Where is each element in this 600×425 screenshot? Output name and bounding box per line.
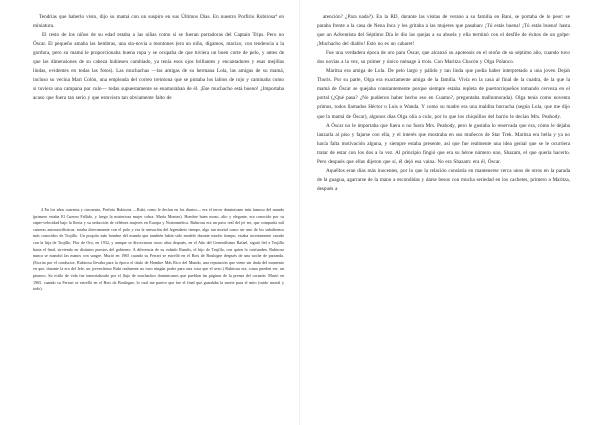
body-paragraph: A Óscar no le importaba que fuera o no fuera Mrs. Peabody, pero le gustaba lo reservada que era, cómo le dejaba lanzarla al piso y fajarse con ella, y el interés que mostraba en sus muñecos de Star Trek. Maritza era bella y ya no hacía falta motivación alguna, y siempre estaba presente, así que fue realmente una idea genial que se le ocurriera tratar de estar con los dos a la vez. Al principio fingió que era su héroe número uno, Shazam, el que quería hacerlo. Pero después que ellas dijeron que sí, él dejó esa vaina. No era Shazam: era él, Óscar. [317, 122, 570, 165]
body-paragraph: Aquéllos eran días más inocentes, por lo que la relación consistía en mantenerse cerca unos de otros en la parada de la guagua, agarrarse de la mano a escondidas y darse besos con mucha seriedad en los cachetes, primero a Maritza, después a [317, 167, 570, 192]
footnote-paragraph: 4 En los años cuarenta y cincuenta, Porfirio Rubirosa —Rubi, como le decían en los diarios— era el tercer dominicano más famoso del mundo (primero estaba El Cuerno Fallido, y luego la misteriosa mujer cobra, María Montez). Hombre buen mozo, alto y elegante, era conocido por su súper-velocidad bajo la lluvia y su seducción de célebres mujeres en Europa y Norteamérica. Rubirosa era un pavo real del jet set, que compartía mil carreras automovilísticas, estaba directamente con el polo y era la sensación del legendario tiempo, algo tan mortal como ser uno de los subalternos más conocidos de Trujillo. Un poquito más hombre del mundo que también había sido modelo durante mucho tiempo, estaba secretamente casado con la hija de Trujillo, Flor de Oro, en 1932, y aunque se divorciaron cinco años después, en el Año del Generalísimo Rafael, siguió fiel a Trujillo hasta el final, sirviendo en distintos puestos del gobierno. A diferencia de su cuñado Ramfis, el hijo de Trujillo, con quien lo confunden, Rubirosa nunca se manchó las manos con sangre. Murió en 1965 cuando su Ferrari se estrelló en el Bois de Boulogne después de una noche de parranda. (Escrita por el conductor, Rubirosa llevaba para la época el título de Hombre Más Rico del Mundo, una reputación que viene sin duda del momento en que, durante la era del Jefe, un jovencísimo Rubi realmente no tuvo ningún poder para otra cosa que el sexo.) Rubirosa era, como pueden ver, un pionero. Su estilo de vida fue inmortalizado por el flujo de muchachos dominicanos que pueblan las páginas de la prensa del corazón. Murió en 1965, cuando su Ferrari se estrelló en el Bois de Boulogne, lo cual me parece que fue el final que guardaba la suerte para el mito (ruido mortal y todo). [33, 207, 284, 292]
body-paragraph: Fue una verdadera época de oro para Óscar, que alcanzó su apoteosis en el otoño de su séptimo año, cuando tuvo dos novias a la vez, su primer y único ménage à trois. Con Maritza Chacón y Olga Polanco. [317, 50, 570, 66]
body-paragraph: El resto de los niños de su edad estaba a las niñas como si se fueran portadoras del Captain Trips. Pero no Óscar. El pequeño amaba las hembras, una sin-novia a montones (era un niño, digamos, macizo, con tendencia a la gordura, pero su mamá le proporcionaba buena ropa y se ocupaba de que tuviera un buen corte de pelo, y antes de que las dimensiones de su cabeza hubiesen cambiado, ya tenía esos ojos brillantes y encantadores y esas mejillas lindas, evidentes en todas las fotos). Las muchachas —las amigas de su hermana Lola, las amigas de su mamá, incluso su vecina Mari Colón, una empleada del correo treintona que se pintaba los labios de rojo y caminaba como si tuviera una campana por culo— todas supuestamente se enamoraban de él. ¡Ese muchacho está bueno! ¿Importaba acaso que fuera tan serio y que estuviera tan obviamente falto de [33, 32, 284, 102]
body-paragraph: atención? ¿Para nada?). En la RD, durante las visitas de verano a su familia en Baní, se portaba de lo peor: se paraba frente a la casa de Nena Inca y les gritaba a las mujeres que pasaban: ¡Tú estás buena! ¡Tú estás buena! hasta que un Adventista del Séptimo Día le dio las quejas a su abuela y ella terminó con el desfile de éxitos de un golpe: ¡Muchacho del diablo! Esto no es un cabaret! [317, 14, 570, 48]
left-page [33, 13, 284, 103]
footnote [33, 207, 284, 293]
right-page [317, 13, 570, 194]
body-paragraph: Tendrías que haberlo visto, dijo su mamá con un suspiro en sus Últimos Días. En nuestro Porfirio Rubirosa⁴ en miniatura. [33, 14, 284, 30]
body-paragraph: Maritza era amiga de Lola. De pelo largo y pálido y tan linda que podía haber interpretado a una joven Dejah Thoris. Por su parte, Olga era exactamente amiga de la familia. Vivía en la casa al final de la cuadra, de la que la mamá de Óscar se quejaba constantemente porque siempre estaba repleta de puertorriqueños tomando cerveza en el portal (¿Qué pasa? ¿No pudieron haber hecho eso en Cuamo?, preguntaba malhumorada). Olga tenía como noventa primos, todos llamados Héctor o Luis o Wanda. Y como su madre era una maldita borracha (según Lola, que me dijo que la mamá de Óscar), algunos días Olga olía a culo, por lo que los chiquillos del barrio le decían Mrs. Peabody. [317, 68, 570, 120]
page-gutter [299, 0, 300, 425]
